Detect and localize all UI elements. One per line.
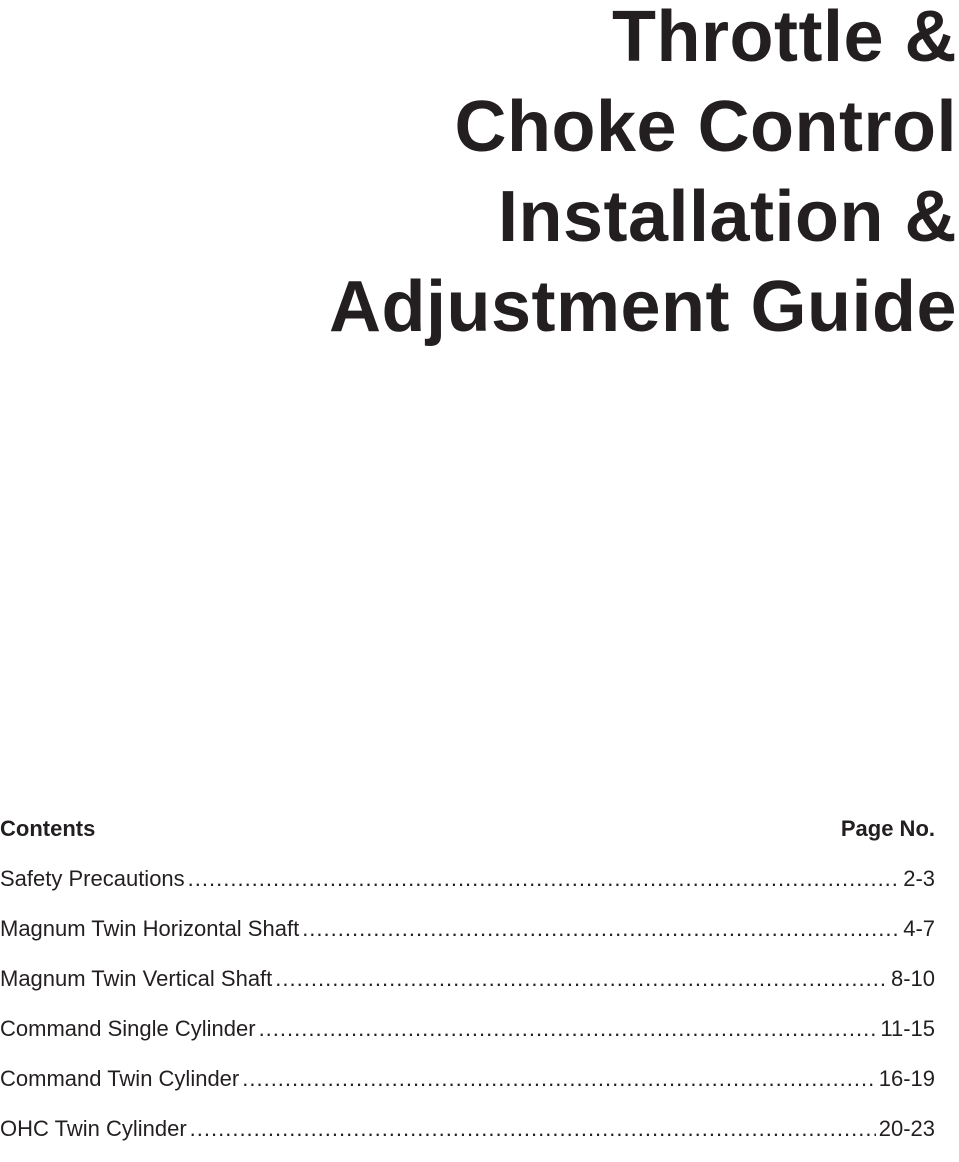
title-line-1: Throttle &: [612, 0, 957, 77]
title-line-4: Adjustment Guide: [328, 267, 957, 347]
toc-entry-pages: 20-23: [878, 1116, 935, 1141]
toc-entry[interactable]: [0, 962, 935, 1012]
dot-leader: [242, 1062, 875, 1096]
dot-leader: [188, 862, 901, 896]
toc-entry-label: Safety Precautions: [0, 866, 185, 891]
dot-leader: [275, 962, 888, 996]
contents-header: [0, 812, 935, 846]
toc-entry-label: Command Twin Cylinder: [0, 1066, 240, 1091]
toc-entry[interactable]: [0, 1112, 935, 1162]
toc-entry-pages: 16-19: [878, 1066, 935, 1091]
dot-leader: [190, 1112, 876, 1146]
toc-entry-pages: 11-15: [880, 1016, 935, 1041]
toc-entry[interactable]: [0, 1012, 935, 1062]
toc-entry-label: OHC Twin Cylinder: [0, 1116, 187, 1141]
dot-leader: [302, 912, 900, 946]
toc-entry-pages: 8-10: [890, 966, 935, 991]
table-of-contents: [0, 812, 935, 1162]
toc-entry[interactable]: [0, 862, 935, 912]
title-line-2: Choke Control: [454, 87, 957, 167]
title-line-3: Installation &: [497, 177, 957, 257]
toc-entry-label: Magnum Twin Vertical Shaft: [0, 966, 273, 991]
toc-entry[interactable]: [0, 1062, 935, 1112]
toc-entry[interactable]: [0, 912, 935, 962]
document-title: [57, 0, 957, 352]
toc-entry-pages: 2-3: [903, 866, 935, 891]
contents-heading: Contents: [0, 816, 96, 841]
toc-entry-label: Command Single Cylinder: [0, 1016, 256, 1041]
toc-entry-pages: 4-7: [903, 916, 935, 941]
toc-entry-label: Magnum Twin Horizontal Shaft: [0, 916, 300, 941]
dot-leader: [259, 1012, 878, 1046]
page-number-heading: Page No.: [840, 816, 935, 841]
